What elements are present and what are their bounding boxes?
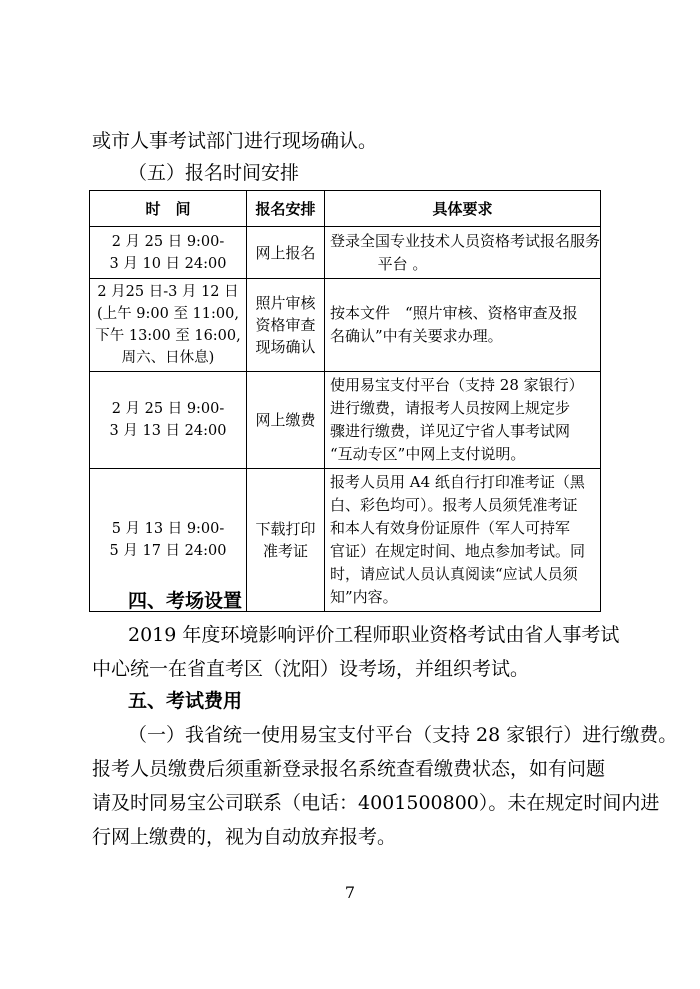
section-4-title: 四、考场设置 xyxy=(128,590,243,612)
requirement-text: 报考人员用 A4 纸自行打印准考证（黑 xyxy=(330,473,585,491)
requirement-text: 时，请应试人员认真阅读“应试人员须 xyxy=(330,565,578,583)
section-5-paragraph-line: （一）我省统一使用易宝支付平台（支持 28 家银行）进行缴费。 xyxy=(128,724,678,746)
section-5-title: 五、考试费用 xyxy=(128,690,243,712)
table-header-row xyxy=(90,191,601,227)
requirement-text: 使用易宝支付平台（支持 28 家银行） xyxy=(330,376,584,394)
time-cell xyxy=(90,279,247,372)
header-time: 时 间 xyxy=(90,191,247,227)
requirement-text: “互动专区”中网上支付说明。 xyxy=(330,445,526,463)
time-text: 3 月 13 日 24:00 xyxy=(109,423,227,439)
arrangement-text: 照片审核 xyxy=(255,294,316,312)
top-line: 或市人事考试部门进行现场确认。 xyxy=(92,130,378,152)
requirement-text: 骤进行缴费，详见辽宁省人事考试网 xyxy=(330,422,571,440)
table-row xyxy=(90,372,601,469)
section-5-paragraph-line: 报考人员缴费后须重新登录报名系统查看缴费状态，如有问题 xyxy=(92,758,606,780)
requirement-text: 和本人有效身份证原件（军人可持军 xyxy=(330,519,571,537)
time-cell xyxy=(90,372,247,469)
arrangement-cell xyxy=(247,279,325,372)
requirement-text: 按本文件 “照片审核、资格审查及报 xyxy=(330,304,578,322)
time-text: 2 月 25 日 9:00- xyxy=(111,233,225,250)
arrangement-text: 资格审查 xyxy=(255,316,316,334)
section-4-paragraph-line: 2019 年度环境影响评价工程师职业资格考试由省人事考试 xyxy=(128,624,620,646)
time-text: 2 月 25 日 9:00- xyxy=(111,401,225,417)
section-heading-schedule: （五）报名时间安排 xyxy=(128,162,300,184)
section-5-paragraph-line: 行网上缴费的，视为自动放弃报考。 xyxy=(92,826,397,848)
time-text: (上午 9:00 至 11:00, xyxy=(97,306,239,322)
requirement-text: 名确认”中有关要求办理。 xyxy=(330,327,503,345)
arrangement-text: 准考证 xyxy=(262,542,308,560)
time-text: 5 月 13 日 9:00- xyxy=(111,521,225,537)
arrangement-text: 网上报名 xyxy=(255,243,316,262)
requirement-cell xyxy=(325,279,601,372)
requirement-cell xyxy=(325,227,601,279)
schedule-table xyxy=(89,190,601,612)
time-text: 下午 13:00 至 16:00, xyxy=(95,328,241,344)
table-row xyxy=(90,279,601,372)
requirement-text: 进行缴费，请报考人员按网上规定步 xyxy=(330,399,571,417)
section-4-paragraph-line: 中心统一在省直考区（沈阳）设考场，并组织考试。 xyxy=(92,658,530,680)
requirement-text: 白、彩色均可）。报考人员须凭准考证 xyxy=(330,496,578,514)
header-arrangement: 报名安排 xyxy=(247,191,325,227)
page-number: 7 xyxy=(344,883,356,902)
arrangement-text: 现场确认 xyxy=(255,338,316,356)
arrangement-text: 网上缴费 xyxy=(255,411,316,429)
time-text: 2 月25 日-3 月 12 日 xyxy=(97,284,239,300)
time-text: 3 月 10 日 24:00 xyxy=(109,255,227,272)
time-text: 周六、日休息) xyxy=(121,350,215,366)
section-5-paragraph-line: 请及时同易宝公司联系（电话：4001500800）。未在规定时间内进 xyxy=(92,792,660,814)
header-requirement: 具体要求 xyxy=(325,191,601,227)
requirement-text: 知”内容。 xyxy=(330,588,398,606)
requirement-cell xyxy=(325,372,601,469)
requirement-text: 官证）在规定时间、地点参加考试。同 xyxy=(330,542,586,560)
time-text: 5 月 17 日 24:00 xyxy=(109,543,227,559)
requirement-text: 登录全国专业技术人员资格考试报名服务 xyxy=(330,231,601,250)
table-row xyxy=(90,227,601,279)
time-cell xyxy=(90,227,247,279)
requirement-text: 平台 。 xyxy=(377,254,428,273)
arrangement-cell xyxy=(247,227,325,279)
arrangement-text: 下载打印 xyxy=(255,520,316,538)
arrangement-cell xyxy=(247,372,325,469)
